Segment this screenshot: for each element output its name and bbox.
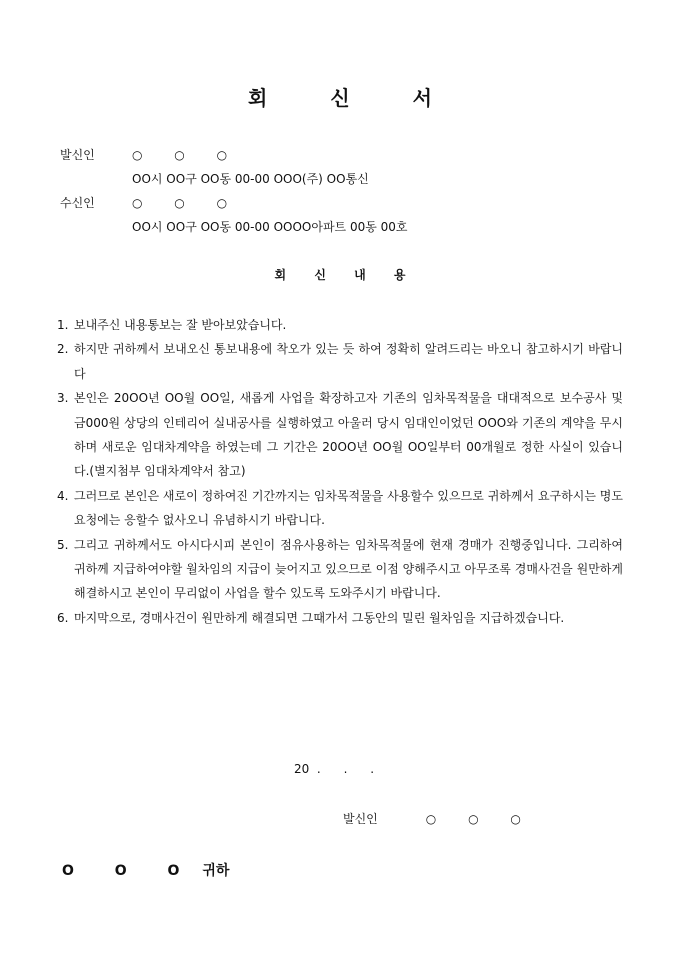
list-item	[57, 484, 623, 533]
date-line: 20 . . .	[294, 762, 375, 776]
sender-address: OO시 OO구 OO동 00-00 OOO(주) OO통신	[132, 172, 369, 186]
item-text: 마지막으로, 경매사건이 원만하게 해결되면 그때가서 그동안의 밀린 월차임을 지급하겠습니다.	[74, 610, 565, 625]
item-text: 본인은 20OO년 OO월 OO일, 새롭게 사업을 확장하고자 기존의 임차목적물을 대대적으로 보수공사 및 금000원 상당의 인테리어 실내공사를 실행하였고 아울러 당시 임대인이었던 OOO와 기존의 계약을 무시하며 새로운 임대차계약을 하였는데 그 기간은 20OO년 OO월 OO일부터 00개월로 정한 사실이 있습니다.(별지첨부 임대차계약서 참고)	[74, 391, 623, 479]
item-number: 1.	[57, 318, 69, 332]
item-number: 2.	[57, 342, 69, 357]
item-number: 5.	[57, 537, 69, 552]
addressee-honorific: 귀하	[202, 863, 230, 879]
addressee-name: O O O	[62, 863, 198, 879]
reply-items-list	[57, 313, 623, 630]
sender-label: 발신인	[60, 148, 95, 162]
item-text: 보내주신 내용통보는 잘 받아보았습니다.	[74, 318, 287, 332]
item-number: 6.	[57, 610, 69, 625]
item-text: 그리고 귀하께서도 아시다시피 본인이 점유사용하는 임차목적물에 현재 경매가 진행중입니다. 그리하여 귀하께 지급하여야할 월차임의 지급이 늦어지고 있으므로 이점 양해주시고 아무조록 경매사건을 원만하게 해결하시고 본인이 무리없이 사업을 할수 있도록 도와주시기 바랍니다.	[74, 537, 623, 601]
signature-label: 발신인	[343, 812, 378, 826]
sender-name: ○ ○ ○	[132, 148, 242, 162]
section-title: 회 신 내 용	[274, 268, 418, 282]
receiver-address: OO시 OO구 OO동 00-00 OOOO아파트 00동 00호	[132, 220, 408, 234]
receiver-name: ○ ○ ○	[132, 196, 242, 210]
sender-row	[60, 146, 241, 163]
document-title: 회 신 서	[248, 86, 460, 110]
signature-line	[343, 810, 535, 827]
receiver-row	[60, 194, 241, 211]
list-item	[57, 313, 623, 337]
list-item	[57, 606, 623, 630]
addressee-line	[62, 860, 229, 880]
item-number: 4.	[57, 488, 69, 503]
item-text: 그러므로 본인은 새로이 정하여진 기간까지는 임차목적물을 사용할수 있으므로 귀하께서 요구하시는 명도요청에는 응할수 없사오니 유념하시기 바랍니다.	[74, 488, 623, 528]
list-item	[57, 337, 623, 386]
item-text: 하지만 귀하께서 보내오신 통보내용에 착오가 있는 듯 하여 정확히 알려드리는 바오니 참고하시기 바랍니다	[74, 342, 623, 381]
list-item	[57, 386, 623, 484]
list-item	[57, 533, 623, 606]
receiver-label: 수신인	[60, 196, 95, 210]
signature-name: ○ ○ ○	[425, 812, 535, 826]
item-number: 3.	[57, 391, 69, 406]
